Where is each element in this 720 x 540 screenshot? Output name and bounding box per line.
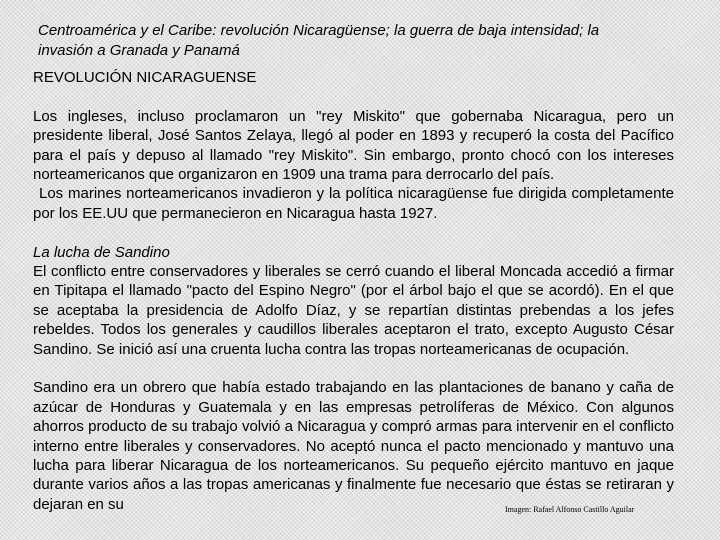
paragraph-spacer xyxy=(33,359,674,378)
slide-title: Centroamérica y el Caribe: revolución Nicaragüense; la guerra de baja intensidad; la invasión a Granada y Panamá xyxy=(38,22,600,59)
paragraph-conflicto: El conflicto entre conservadores y liberales se cerró cuando el liberal Moncada accedió a firmar en Tipitapa el llamado "pacto del Espino Negro" (por el árbol bajo el que se acordó). En el que se aceptaba la presidencia de Adolfo Díaz, y se repartían distintas prebendas a los jefes rebeldes. Todos los generales y caudillos liberales aceptaron el trato, excepto Augusto César Sandino. Se inició así una cruenta lucha contra las tropas norteamericanas de ocupación. xyxy=(33,263,674,358)
paragraph-spacer xyxy=(33,223,674,242)
paragraph-ingleses: Los ingleses, incluso proclamaron un "rey Miskito" que gobernaba Nicaragua, pero un presidente liberal, José Santos Zelaya, llegó al poder en 1893 y recuperó la costa del Pacífico para el país y depuso al llamado "rey Miskito". Sin embargo, pronto chocó con los intereses norteamericanos que organizaron en 1909 una trama para derrocarlo del país. xyxy=(33,107,674,184)
paragraph-sandino-obrero: Sandino era un obrero que había estado trabajando en las plantaciones de banano y caña de azúcar de Honduras y Guatemala y en las empresas petrolíferas de México. Con algunos ahorros producto de su trabajo volvió a Nicaragua y compró armas para intervenir en el conflicto interno entre liberales y conservadores. No aceptó nunca el pacto mencionado y mantuvo una lucha para liberar Nicaragua de los norteamericanos. Su pequeño ejército mantuvo en jaque durante varios años a las tropas americanas y finalmente fue necesario que éstas se retiraran y dejaran en su xyxy=(33,379,674,513)
slide-body xyxy=(33,68,674,514)
image-credit: Imagen: Rafael Alfonso Castillo Aguilar xyxy=(505,505,635,514)
paragraph-marines: Los marines norteamericanos invadieron y la política nicaragüense fue dirigida completamente por los EE.UU que permanecieron en Nicaragua hasta 1927. xyxy=(33,185,674,222)
section-heading: REVOLUCIÓN NICARAGUENSE xyxy=(33,69,257,86)
subheading-sandino: La lucha de Sandino xyxy=(33,243,170,261)
paragraph-spacer xyxy=(33,87,674,106)
